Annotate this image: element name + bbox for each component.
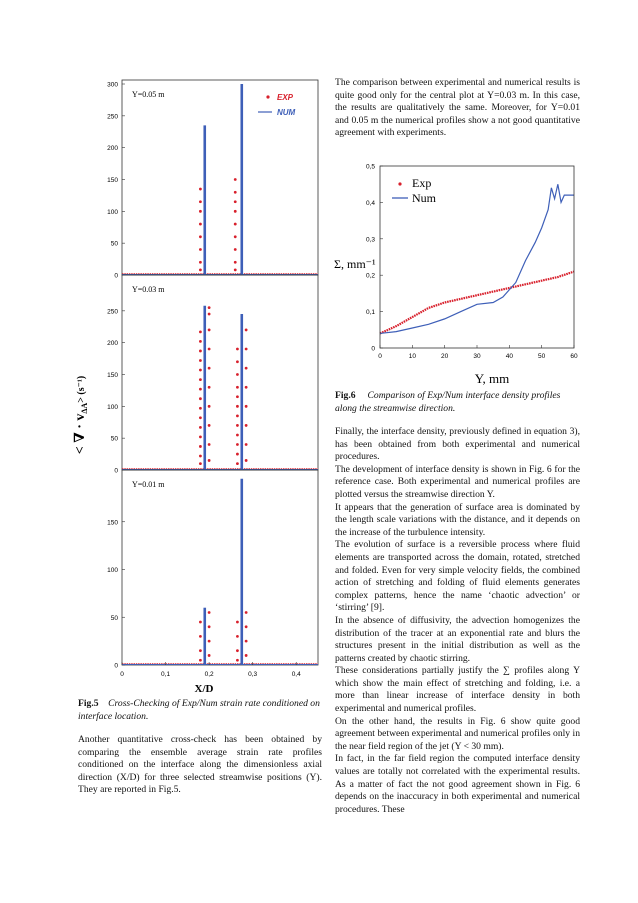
fig6-caption-label: Fig.6 xyxy=(335,390,356,401)
fig5-exp-point xyxy=(208,459,211,462)
fig5-exp-point xyxy=(245,611,248,614)
right-top-paragraph xyxy=(335,77,580,140)
fig5-exp-point xyxy=(199,416,202,419)
fig5-ytick-label: 150 xyxy=(107,519,118,527)
fig5-legend-num: NUM xyxy=(277,108,296,117)
fig5-ytick-label: 200 xyxy=(107,145,118,153)
fig5-exp-point xyxy=(236,649,239,652)
fig6-y-axis-label: Σ, mm⁻¹ xyxy=(334,257,376,271)
fig5-ytick-label: 50 xyxy=(110,435,118,443)
fig6-xtick-label: 20 xyxy=(441,353,449,360)
fig5-exp-point xyxy=(236,386,239,389)
fig5-exp-point xyxy=(199,340,202,343)
fig5-exp-point xyxy=(199,621,202,624)
fig5-xtick-label: 0,1 xyxy=(161,671,171,678)
fig5-exp-point xyxy=(208,313,211,316)
fig5-exp-point xyxy=(199,659,202,662)
fig5-ytick-label: 150 xyxy=(107,177,118,184)
fig5-exp-point xyxy=(236,360,239,363)
fig6-ytick-label: 0 xyxy=(371,345,375,353)
fig5-exp-point xyxy=(236,424,239,427)
fig5-exp-point xyxy=(236,405,239,408)
fig6-xtick-label: 0 xyxy=(378,353,382,360)
fig5-exp-point xyxy=(236,395,239,398)
fig5-legend-exp: EXP xyxy=(277,93,294,102)
fig5-exp-point xyxy=(245,443,248,446)
fig5-ytick-label: 100 xyxy=(107,567,118,574)
fig5-panel-title: Y=0.03 m xyxy=(132,285,165,294)
right-paragraph: The development of interface density is shown in Fig. 6 for the reference case. Both experimental and numerical profiles are plotted versus the streamwise direction Y. xyxy=(335,463,580,500)
fig5-exp-point xyxy=(245,348,248,351)
fig5-exp-point xyxy=(199,407,202,410)
fig6-caption xyxy=(335,390,580,415)
fig5-caption-label: Fig.5 xyxy=(78,698,99,709)
fig5-ytick-label: 50 xyxy=(110,614,118,622)
right-paragraph: It appears that the generation of surface area is dominated by the length scale variations with the distance, and it depends on the increase of the turbulence intensity. xyxy=(335,501,580,538)
fig5-ytick-label: 100 xyxy=(107,403,118,411)
right-top-text: The comparison between experimental and numerical results is quite good only for the central plot at Y=0.03 m. In this case, the results are qualitatively the same. Moreover, for Y=0.01 and 0.05 m the numerical profiles show a not good quantitative agreement with experiments. xyxy=(335,77,580,139)
fig5-exp-point xyxy=(245,654,248,657)
fig5-exp-point xyxy=(199,435,202,438)
fig5-ytick-label: 250 xyxy=(107,308,118,316)
fig5-panel-title: Y=0.01 m xyxy=(132,480,165,489)
right-paragraph: These considerations partially justify the ∑ profiles along Y which show the main effect of stretching and folding, i.e. a more than linear increase of interface density in both experimental and numerical profiles. xyxy=(335,665,580,715)
fig5-caption-text: Cross-Checking of Exp/Num strain rate conditioned on interface location. xyxy=(78,698,320,722)
fig5-exp-point xyxy=(199,462,202,465)
fig5-exp-point xyxy=(245,329,248,332)
fig6-legend-exp-marker xyxy=(398,182,401,185)
fig6-series-exp xyxy=(380,272,574,334)
fig5-exp-point xyxy=(199,397,202,400)
fig5-exp-point xyxy=(245,367,248,370)
fig5-exp-point xyxy=(236,348,239,351)
fig5-xtick-label: 0,4 xyxy=(291,671,301,678)
fig5-exp-point xyxy=(208,654,211,657)
fig5-exp-point xyxy=(199,235,202,238)
fig5-exp-point xyxy=(236,462,239,465)
fig5-legend-exp-marker xyxy=(266,95,269,98)
fig5-exp-point xyxy=(208,405,211,408)
fig5-exp-point xyxy=(245,386,248,389)
fig6-ytick-label: 0,5 xyxy=(365,163,375,171)
fig5-exp-point xyxy=(236,621,239,624)
fig5-exp-point xyxy=(199,261,202,264)
fig5-panel-title: Y=0.05 m xyxy=(132,90,165,99)
fig5-exp-point xyxy=(245,459,248,462)
fig5-exp-point xyxy=(234,200,237,203)
fig5-ytick-label: 250 xyxy=(107,113,118,121)
fig5-exp-point xyxy=(234,223,237,226)
svg-text:< ∇ · vΔA> (s⁻¹): < ∇ · $v_{\Delta A}^{> (s^{-1})}$ xyxy=(73,375,89,455)
fig6-xtick-label: 40 xyxy=(505,353,513,360)
fig6-legend-exp: Exp xyxy=(412,176,432,190)
fig5-exp-point xyxy=(234,248,237,251)
fig6-xtick-label: 50 xyxy=(538,353,546,360)
fig5-exp-point xyxy=(208,348,211,351)
fig6-xtick-label: 10 xyxy=(408,353,416,360)
fig5-ytick-label: 0 xyxy=(114,662,118,670)
fig6-frame xyxy=(380,166,574,348)
fig5-exp-point xyxy=(208,386,211,389)
fig5-caption xyxy=(78,698,322,723)
fig5-exp-point xyxy=(199,210,202,213)
fig5-exp-point xyxy=(199,330,202,333)
fig5-xtick-label: 0,2 xyxy=(204,671,214,678)
fig6-chart xyxy=(330,158,585,386)
fig5-exp-point xyxy=(199,635,202,638)
fig5-exp-point xyxy=(236,635,239,638)
fig5-exp-point xyxy=(234,191,237,194)
fig5-exp-point xyxy=(208,443,211,446)
fig5-ytick-label: 100 xyxy=(107,208,118,216)
right-paragraph: In fact, in the far field region the computed interface density values are totally not correlated with the experimental results. As a matter of fact the not good agreement shown in Fig. 6 depends on the inaccuracy in both experimental and numerical procedures. These xyxy=(335,753,580,815)
fig5-exp-point xyxy=(199,200,202,203)
fig5-exp-point xyxy=(245,625,248,628)
fig5-ytick-label: 200 xyxy=(107,340,118,348)
fig5-exp-point xyxy=(199,445,202,448)
fig5-exp-point xyxy=(199,455,202,458)
left-paragraph xyxy=(78,734,322,797)
fig5-exp-point xyxy=(236,659,239,662)
fig5-exp-point xyxy=(208,424,211,427)
fig5-exp-point xyxy=(245,640,248,643)
fig5-exp-point xyxy=(245,424,248,427)
left-paragraph-text: Another quantitative cross-check has been obtained by comparing the ensemble average strain rate profiles conditioned on the interface along the dimensionless axial direction (X/D) for three selected streamwise positions (Y). They are reported in Fig.5. xyxy=(78,734,322,796)
fig5-exp-point xyxy=(234,178,237,181)
fig6-series-num xyxy=(380,184,574,333)
fig5-exp-point xyxy=(199,388,202,391)
fig5-exp-point xyxy=(208,611,211,614)
fig6-ytick-label: 0,2 xyxy=(365,272,375,280)
fig5-exp-point xyxy=(199,369,202,372)
fig5-exp-point xyxy=(208,306,211,309)
fig6-legend-num: Num xyxy=(412,191,436,205)
right-paragraph: The evolution of surface is a reversible process where fluid elements are transported across the domain, rotated, stretched and folded. Even for very simple velocity fields, the combined action of stretching and folding of fluid elements generates complex patterns, hence the name ‘chaotic advection’ or ‘stirring’ [9]. xyxy=(335,539,580,614)
fig5-exp-point xyxy=(236,414,239,417)
fig5-ytick-label: 50 xyxy=(110,240,118,248)
fig5-exp-point xyxy=(199,649,202,652)
fig5-exp-point xyxy=(199,378,202,381)
fig5-exp-point xyxy=(208,625,211,628)
fig5-xtick-label: 0,3 xyxy=(248,671,258,678)
fig5-x-axis-label: X/D xyxy=(194,683,214,695)
fig5-exp-point xyxy=(199,223,202,226)
fig5-ytick-label: 300 xyxy=(107,81,118,89)
fig6-ytick-label: 0,4 xyxy=(365,199,375,207)
fig5-exp-point xyxy=(245,405,248,408)
fig5-exp-point xyxy=(208,329,211,332)
fig5-exp-point xyxy=(199,269,202,272)
fig6-ytick-label: 0,3 xyxy=(365,236,375,244)
fig5-exp-point xyxy=(199,359,202,362)
fig5-exp-point xyxy=(208,367,211,370)
fig5-exp-point xyxy=(234,210,237,213)
fig5-exp-point xyxy=(199,248,202,251)
fig5-exp-point xyxy=(234,235,237,238)
right-paragraph: In the absence of diffusivity, the advection homogenizes the distribution of the tracer at an exponential rate and blurs the structures present in the initial distribution as well as the patterns created by chaotic stirring. xyxy=(335,614,580,664)
fig5-chart xyxy=(72,70,324,700)
fig6-caption-text: Comparison of Exp/Num interface density profiles along the streamwise direction. xyxy=(335,390,561,414)
fig6-ytick-label: 0,1 xyxy=(365,309,375,317)
fig5-ytick-label: 0 xyxy=(114,467,118,475)
fig5-exp-point xyxy=(236,434,239,437)
fig5-exp-point xyxy=(236,443,239,446)
fig5-exp-point xyxy=(236,373,239,376)
fig5-ytick-label: 0 xyxy=(114,272,118,280)
right-paragraph: On the other hand, the results in Fig. 6 show quite good agreement between experimental and numerical profiles only in the near field region of the jet (Y < 30 mm). xyxy=(335,715,580,752)
fig5-panel-frame xyxy=(122,470,318,665)
fig5-ytick-label: 150 xyxy=(107,372,118,379)
fig5-y-axis-label xyxy=(73,376,89,455)
right-paragraph: Finally, the interface density, previously defined in equation 3), has been obtained from both experimental and numerical procedures. xyxy=(335,426,580,463)
fig6-xtick-label: 60 xyxy=(570,353,578,360)
fig5-panel-frame xyxy=(122,275,318,470)
fig5-exp-point xyxy=(236,453,239,456)
fig6-x-axis-label: Y, mm xyxy=(474,371,510,386)
fig5-exp-point xyxy=(199,188,202,191)
fig5-exp-point xyxy=(208,640,211,643)
fig5-exp-point xyxy=(199,350,202,353)
fig5-exp-point xyxy=(234,269,237,272)
right-body xyxy=(335,426,580,816)
fig5-xtick-label: 0 xyxy=(120,671,124,678)
fig5-exp-point xyxy=(199,426,202,429)
fig6-xtick-label: 30 xyxy=(473,353,481,360)
fig5-exp-point xyxy=(234,261,237,264)
